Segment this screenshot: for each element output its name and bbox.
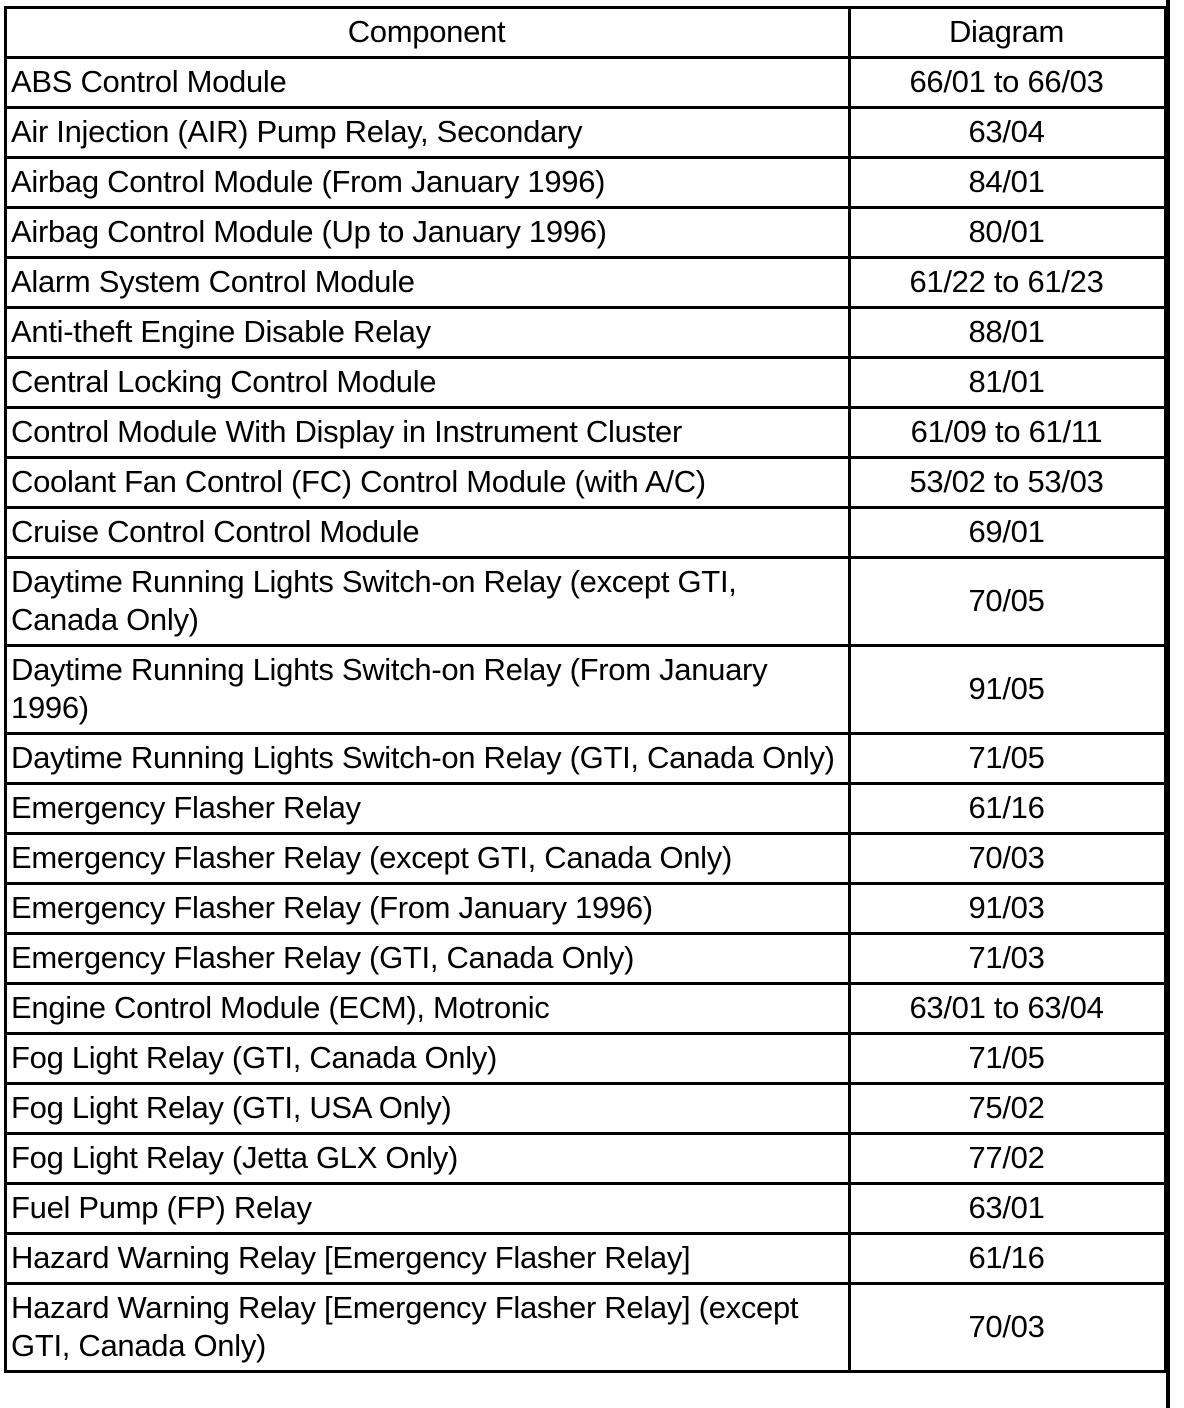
component-cell: Fog Light Relay (Jetta GLX Only) <box>6 1134 850 1184</box>
component-cell: Emergency Flasher Relay (GTI, Canada Only) <box>6 934 850 984</box>
diagram-cell: 70/05 <box>850 558 1166 646</box>
diagram-cell: 88/01 <box>850 308 1166 358</box>
table-row <box>6 358 1166 408</box>
component-cell: Engine Control Module (ECM), Motronic <box>6 984 850 1034</box>
header-component: Component <box>6 8 850 58</box>
component-cell: Daytime Running Lights Switch-on Relay (From January 1996) <box>6 646 850 734</box>
diagram-cell: 61/16 <box>850 784 1166 834</box>
table-row <box>6 1284 1166 1372</box>
diagram-cell: 77/02 <box>850 1134 1166 1184</box>
component-cell: Daytime Running Lights Switch-on Relay (GTI, Canada Only) <box>6 734 850 784</box>
header-row <box>6 8 1166 58</box>
table-row <box>6 884 1166 934</box>
table-row <box>6 258 1166 308</box>
component-cell: Anti-theft Engine Disable Relay <box>6 308 850 358</box>
header-diagram: Diagram <box>850 8 1166 58</box>
diagram-cell: 53/02 to 53/03 <box>850 458 1166 508</box>
diagram-cell: 70/03 <box>850 1284 1166 1372</box>
component-cell: Central Locking Control Module <box>6 358 850 408</box>
diagram-cell: 61/09 to 61/11 <box>850 408 1166 458</box>
table-row <box>6 508 1166 558</box>
table-row <box>6 1134 1166 1184</box>
table-row <box>6 558 1166 646</box>
component-cell: Hazard Warning Relay [Emergency Flasher Relay] <box>6 1234 850 1284</box>
table-row <box>6 1234 1166 1284</box>
table-row <box>6 458 1166 508</box>
table-row <box>6 58 1166 108</box>
diagram-cell: 80/01 <box>850 208 1166 258</box>
diagram-cell: 71/05 <box>850 1034 1166 1084</box>
diagram-cell: 63/01 <box>850 1184 1166 1234</box>
diagram-cell: 69/01 <box>850 508 1166 558</box>
component-cell: Control Module With Display in Instrument Cluster <box>6 408 850 458</box>
component-cell: Fog Light Relay (GTI, USA Only) <box>6 1084 850 1134</box>
table-row <box>6 208 1166 258</box>
diagram-cell: 61/22 to 61/23 <box>850 258 1166 308</box>
component-cell: Fog Light Relay (GTI, Canada Only) <box>6 1034 850 1084</box>
table-row <box>6 646 1166 734</box>
diagram-cell: 63/01 to 63/04 <box>850 984 1166 1034</box>
component-cell: Airbag Control Module (From January 1996) <box>6 158 850 208</box>
component-cell: ABS Control Module <box>6 58 850 108</box>
table-row <box>6 158 1166 208</box>
component-cell: Daytime Running Lights Switch-on Relay (except GTI, Canada Only) <box>6 558 850 646</box>
component-cell: Air Injection (AIR) Pump Relay, Secondary <box>6 108 850 158</box>
diagram-cell: 91/05 <box>850 646 1166 734</box>
table-body <box>6 58 1166 1372</box>
component-cell: Fuel Pump (FP) Relay <box>6 1184 850 1234</box>
diagram-cell: 63/04 <box>850 108 1166 158</box>
component-cell: Emergency Flasher Relay <box>6 784 850 834</box>
diagram-cell: 71/05 <box>850 734 1166 784</box>
table-row <box>6 934 1166 984</box>
table-row <box>6 984 1166 1034</box>
diagram-cell: 75/02 <box>850 1084 1166 1134</box>
component-cell: Coolant Fan Control (FC) Control Module (with A/C) <box>6 458 850 508</box>
diagram-cell: 70/03 <box>850 834 1166 884</box>
table-row <box>6 834 1166 884</box>
table-row <box>6 1084 1166 1134</box>
diagram-cell: 66/01 to 66/03 <box>850 58 1166 108</box>
component-diagram-table <box>4 6 1167 1373</box>
diagram-cell: 71/03 <box>850 934 1166 984</box>
table-row <box>6 1034 1166 1084</box>
component-cell: Emergency Flasher Relay (except GTI, Canada Only) <box>6 834 850 884</box>
component-diagram-table-container <box>4 6 1164 1373</box>
component-cell: Airbag Control Module (Up to January 1996) <box>6 208 850 258</box>
diagram-cell: 61/16 <box>850 1234 1166 1284</box>
component-cell: Hazard Warning Relay [Emergency Flasher Relay] (except GTI, Canada Only) <box>6 1284 850 1372</box>
table-row <box>6 734 1166 784</box>
table-row <box>6 784 1166 834</box>
diagram-cell: 84/01 <box>850 158 1166 208</box>
component-cell: Alarm System Control Module <box>6 258 850 308</box>
diagram-cell: 91/03 <box>850 884 1166 934</box>
component-cell: Emergency Flasher Relay (From January 1996) <box>6 884 850 934</box>
diagram-cell: 81/01 <box>850 358 1166 408</box>
table-row <box>6 1184 1166 1234</box>
table-row <box>6 408 1166 458</box>
table-row <box>6 108 1166 158</box>
component-cell: Cruise Control Control Module <box>6 508 850 558</box>
table-row <box>6 308 1166 358</box>
right-border-line <box>1166 0 1170 1408</box>
